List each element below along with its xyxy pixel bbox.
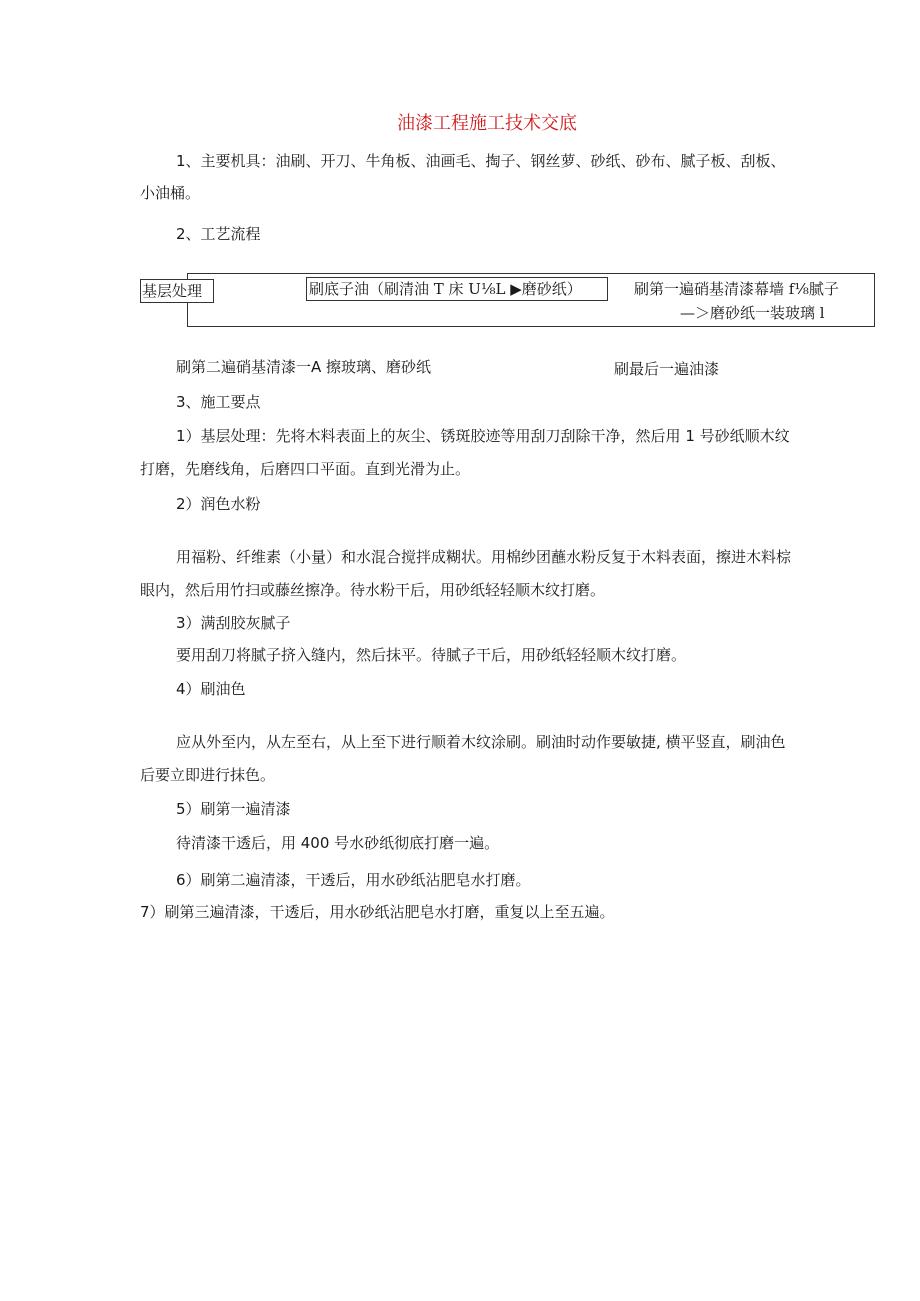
p5-heading: 5）刷第一遍清漆 [176,800,291,818]
flow-step-base-treatment: 基层处理 [142,282,203,300]
p2-heading: 2）润色水粉 [176,495,261,513]
section2-heading: 2、工艺流程 [176,225,261,243]
section1-line2: 小油桶。 [140,184,201,202]
p1-line1: 1）基层处理：先将木料表面上的灰尘、锈斑胶迹等用刮刀刮除干净，然后用 1 号砂纸顺木纹 [176,427,790,445]
p3-heading: 3）满刮胶灰腻子 [176,614,291,632]
p1-line2: 打磨，先磨线角，后磨四口平面。直到光滑为止。 [140,460,471,478]
flow-step-first-coat: 刷第一遍硝基清漆幕墙 f⅛腻子 [634,280,839,298]
flow-step-install-glass: —＞磨砂纸一装玻璃 l [680,304,825,322]
p5-line1: 待清漆干透后，用 400 号水砂纸彻底打磨一遍。 [176,834,500,852]
section1-line1: 1、主要机具：油刷、开刀、牛角板、油画毛、掏子、钢丝萝、砂纸、砂布、腻子板、刮板、 [176,152,786,170]
p2-line1: 用福粉、纤维素（小量）和水混合搅拌成糊状。用棉纱团蘸水粉反复于木料表面，擦进木料棕 [176,548,792,566]
flow-step-second-coat: 刷第二遍硝基清漆一A 擦玻璃、磨砂纸 [176,358,432,376]
flow-step-primer: 刷底子油（刷清油 T 床 U⅛L ▶磨砂纸） [309,280,582,298]
page-title: 油漆工程施工技术交底 [397,113,577,134]
p2-line2: 眼内，然后用竹扫或藤丝擦净。待水粉干后，用砂纸轻轻顺木纹打磨。 [140,581,606,599]
p4-heading: 4）刷油色 [176,680,246,698]
p4-line1: 应从外至内，从左至右，从上至下进行顺着木纹涂刷。刷油时动作要敏捷, 横平竖直，刷油色 [176,733,786,751]
p6-line: 6）刷第二遍清漆，干透后，用水砂纸沾肥皂水打磨。 [176,871,531,889]
p4-line2: 后要立即进行抹色。 [140,766,276,784]
flow-step-final-coat: 刷最后一遍油漆 [614,360,720,378]
p3-line1: 要用刮刀将腻子挤入缝内，然后抹平。待腻子干后，用砂纸轻轻顺木纹打磨。 [176,646,687,664]
p7-line: 7）刷第三遍清漆，干透后，用水砂纸沾肥皂水打磨，重复以上至五遍。 [140,903,615,921]
section3-heading: 3、施工要点 [176,393,261,411]
